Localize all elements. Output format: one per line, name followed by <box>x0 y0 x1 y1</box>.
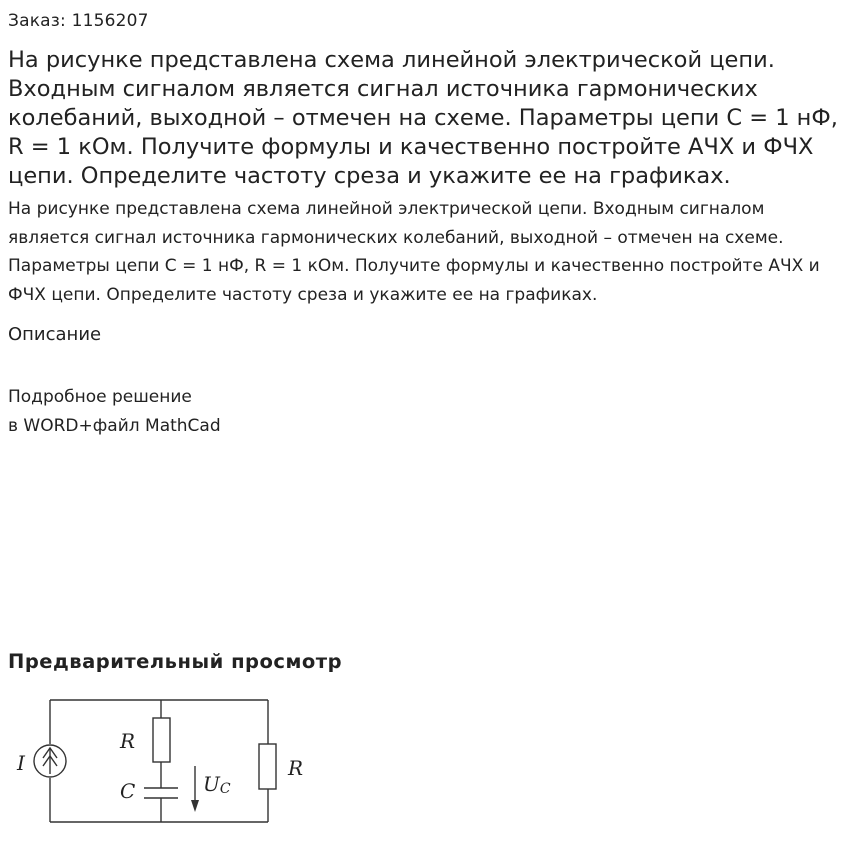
circuit-diagram <box>8 690 328 835</box>
preview-title: Предварительный просмотр <box>8 650 343 673</box>
resistor-r2-label: R <box>288 756 304 780</box>
source-label: I <box>17 751 25 775</box>
order-number: Заказ: 1156207 <box>8 11 149 31</box>
solution-info <box>8 383 840 440</box>
task-title: На рисунке представлена схема линейной электрической цепи. Входным сигналом является сигнал источника гармонических колебаний, выходной – отмечен на схеме. Параметры цепи С = 1 нФ, R = 1 кОм. Получите формулы и качественно постройте АЧХ и ФЧХ цепи. Определите частоту среза и укажите ее на графиках. <box>8 47 838 189</box>
resistor-r1 <box>153 718 170 762</box>
current-source-arrow-icon <box>43 748 57 774</box>
description-label: Описание <box>8 324 102 346</box>
solution-line-1: Подробное решение <box>8 387 192 408</box>
capacitor-label: C <box>120 779 136 803</box>
page-content <box>8 0 840 440</box>
resistor-r1-label: R <box>120 729 136 753</box>
voltage-subscript: C <box>219 781 231 797</box>
voltage-label <box>203 772 231 797</box>
resistor-r2 <box>259 744 276 789</box>
solution-line-2: в WORD+файл MathCad <box>8 415 221 436</box>
voltage-main: U <box>203 772 220 796</box>
task-text: На рисунке представлена схема линейной электрической цепи. Входным сигналом является сигнал источника гармонических колебаний, выходной – отмечен на схеме. Параметры цепи С = 1 нФ, R = 1 кОм. Получите формулы и качественно постройте АЧХ и ФЧХ цепи. Определите частоту среза и укажите ее на графиках. <box>8 199 820 305</box>
voltage-arrow-head-icon <box>191 800 199 812</box>
